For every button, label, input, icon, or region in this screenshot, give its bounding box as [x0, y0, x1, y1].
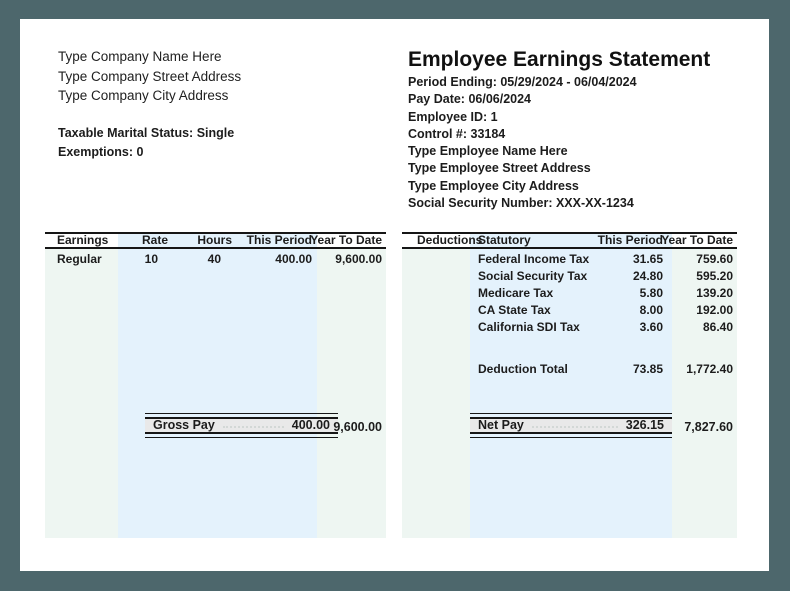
marital-status-block — [58, 124, 234, 162]
earnings-row-period: 400.00 — [275, 252, 312, 266]
deduction-total-label: Deduction Total — [478, 362, 568, 376]
deductions-header-row — [402, 233, 737, 247]
taxable-marital-status: Taxable Marital Status: Single — [58, 126, 235, 140]
control-number: Control #: 33184 — [408, 126, 506, 141]
deduction-row — [402, 319, 737, 336]
earnings-row — [45, 251, 386, 268]
deduction-ytd: 192.00 — [696, 303, 733, 317]
dotted-leader — [532, 426, 618, 428]
earnings-header-row — [45, 233, 386, 247]
company-street: Type Company Street Address — [58, 68, 242, 84]
deduction-period: 3.60 — [639, 320, 663, 334]
deduction-period: 5.80 — [639, 286, 663, 300]
deduction-label: Medicare Tax — [478, 286, 554, 300]
col-header-ytd: Year To Date — [661, 233, 733, 247]
earnings-table-header-rule — [45, 247, 386, 249]
deduction-label: Social Security Tax — [478, 269, 588, 283]
net-pay-total-bar — [470, 413, 672, 438]
col-header-statutory: Statutory — [478, 233, 531, 247]
deduction-ytd: 86.40 — [702, 320, 733, 334]
gross-pay-bar — [145, 417, 338, 434]
col-header-earnings: Earnings — [57, 233, 109, 247]
col-header-deductions: Deductions — [417, 233, 483, 247]
earnings-row-rate: 10 — [144, 252, 158, 266]
employee-id: Employee ID: 1 — [408, 109, 498, 124]
deduction-row — [402, 302, 737, 319]
deduction-row — [402, 285, 737, 302]
ssn: Social Security Number: XXX-XX-1234 — [408, 196, 634, 211]
exemptions: Exemptions: 0 — [58, 145, 144, 159]
earnings-row-hours: 40 — [207, 252, 221, 266]
deduction-period: 31.65 — [632, 252, 663, 266]
col-header-rate: Rate — [141, 233, 168, 247]
earnings-row-label: Regular — [57, 252, 102, 266]
gross-pay-label: Gross Pay — [153, 418, 215, 432]
deduction-period: 24.80 — [632, 269, 663, 283]
gross-pay-ytd: 9,600.00 — [333, 420, 382, 434]
earnings-row-ytd: 9,600.00 — [335, 252, 382, 266]
net-pay-amount: 326.15 — [625, 418, 664, 432]
deduction-ytd: 759.60 — [696, 252, 733, 266]
page-title: Employee Earnings Statement — [408, 48, 711, 71]
period-ending: Period Ending: 05/29/2024 - 06/04/2024 — [408, 75, 637, 89]
deduction-row — [402, 251, 737, 268]
statement-info-block — [408, 74, 637, 212]
earnings-table-blue-band — [118, 232, 317, 538]
net-pay-ytd: 7,827.60 — [684, 420, 733, 434]
deduction-total-ytd: 1,772.40 — [686, 362, 733, 376]
col-header-this-period: This Period — [246, 233, 312, 247]
company-name: Type Company Name Here — [58, 49, 222, 64]
gross-pay-amount: 400.00 — [291, 418, 330, 432]
deduction-total-period: 73.85 — [632, 362, 663, 376]
gross-pay-total-bar — [145, 413, 338, 438]
deduction-ytd: 595.20 — [696, 269, 733, 283]
company-city: Type Company City Address — [58, 88, 229, 103]
deduction-label: California SDI Tax — [478, 320, 580, 334]
col-header-ytd: Year To Date — [310, 233, 382, 247]
net-pay-label: Net Pay — [478, 418, 524, 432]
deduction-total-row — [402, 361, 737, 378]
earnings-table-mint-right — [317, 249, 386, 538]
col-header-hours: Hours — [197, 233, 232, 247]
earnings-table-mint-left — [45, 249, 118, 538]
deduction-label: Federal Income Tax — [478, 252, 590, 266]
deduction-row — [402, 268, 737, 285]
employee-name: Type Employee Name Here — [408, 144, 568, 159]
deductions-table-header-rule — [402, 247, 737, 249]
company-block — [58, 47, 241, 106]
col-header-this-period: This Period — [597, 233, 663, 247]
employee-street: Type Employee Street Address — [408, 161, 591, 176]
employee-city: Type Employee City Address — [408, 178, 579, 193]
deduction-period: 8.00 — [639, 303, 663, 317]
deduction-ytd: 139.20 — [696, 286, 733, 300]
net-pay-bar — [470, 417, 672, 434]
dotted-leader — [223, 426, 284, 428]
paystub-document — [20, 19, 769, 571]
pay-date: Pay Date: 06/06/2024 — [408, 92, 532, 107]
deduction-label: CA State Tax — [478, 303, 551, 317]
